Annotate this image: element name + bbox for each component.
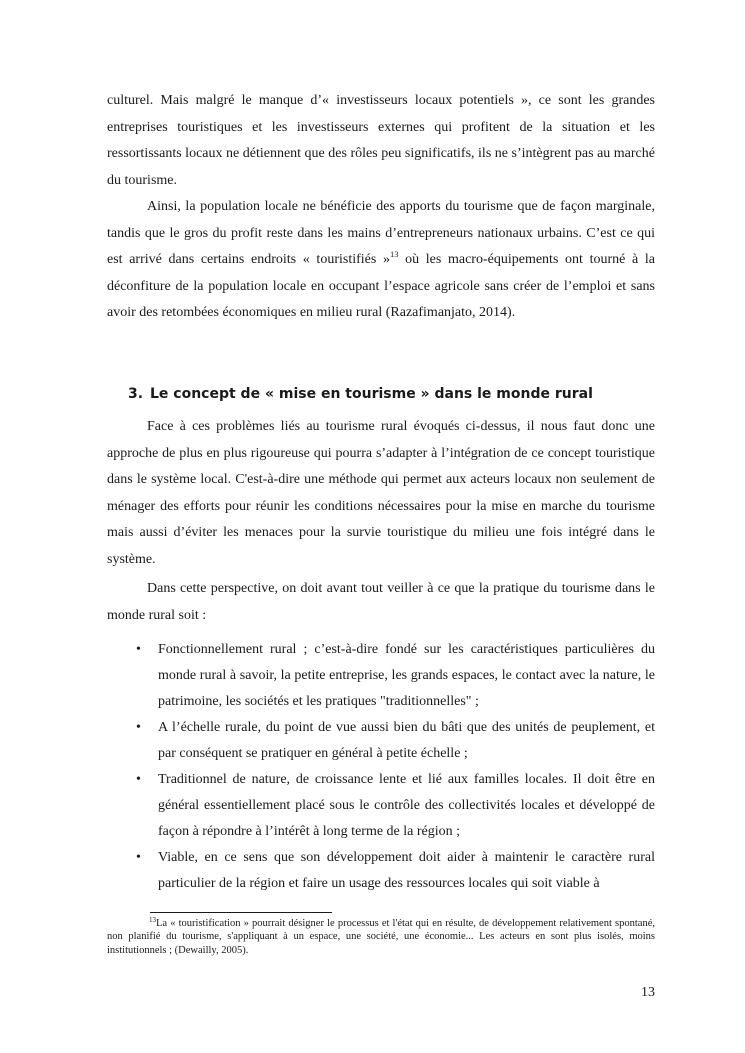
page-number: 13 [641, 985, 655, 1000]
paragraph-3: Face à ces problèmes liés au tourisme rural évoqués ci-dessus, il nous faut donc une approche de plus en plus rigoureuse qui pourra s’adapter à l’intégration de ce concept touristique dans le système local. C'est-à-dire une méthode qui permet aux acteurs locaux non seulement de ménager des efforts pour réunir les conditions nécessaires pour la mise en marche du tourisme mais aussi d’éviter les menaces pour la survie touristique du milieu une fois intégré dans le système. [107, 419, 655, 567]
paragraph-2-text-start: Ainsi, la population locale ne bénéficie des apports du tourisme que de façon marginale, tandis que le gros du profit reste dans les mains d’entrepreneurs nationaux urbains. C’est ce qui est arrivé dans certains endroits « touristifiés » [107, 199, 655, 267]
paragraph-4: Dans cette perspective, on doit avant tout veiller à ce que la pratique du tourisme dans le monde rural soit : [107, 581, 655, 623]
footnote-reference[interactable]: 13 [389, 249, 399, 259]
paragraph-1: culturel. Mais malgré le manque d’« investisseurs locaux potentiels », ce sont les grandes entreprises touristiques et les investisseurs externes qui profitent de la situation et les ressortissants locaux ne détiennent que des rôles peu significatifs, ils ne s’intègrent pas au marché du tourisme. [107, 93, 655, 188]
list-item: • Viable, en ce sens que son développement doit aider à maintenir le caractère rural particulier de la région et faire un usage des ressources locales qui soit viable à [158, 845, 655, 897]
section-title: Le concept de « mise en tourisme » dans le monde rural [150, 386, 593, 402]
footnote-separator [150, 912, 332, 913]
paragraph-2-text-end: où les macro-équipements ont tourné à la déconfiture de la population locale en occupant l’espace agricole sans créer de l’emploi et sans avoir des retombées économiques en milieu rural (Razafimanjato, 2014). [107, 252, 655, 320]
list-item: • Fonctionnellement rural ; c’est-à-dire fondé sur les caractéristiques particulières du monde rural à savoir, la petite entreprise, les grands espaces, le contact avec la nature, le patrimoine, les sociétés et les pratiques "traditionnelles" ; [158, 637, 655, 715]
section-heading [128, 384, 648, 404]
footnote-number: 13 [149, 916, 156, 924]
footnote [107, 917, 655, 957]
paragraph-2 [107, 194, 655, 327]
list-item: • Traditionnel de nature, de croissance lente et lié aux familles locales. Il doit être en général essentiellement placé sous le contrôle des collectivités locales et développé de façon à répondre à l’intérêt à long terme de la région ; [158, 767, 655, 845]
footnote-text: La « touristification » pourrait désigner le processus et l'état qui en résulte, de développement relativement spontané, non planifié du tourisme, s'appliquant à un espace, une société, une économie... Les acteurs en sont plus isolés, moins institutionnels ; (Dewailly, 2005). [107, 918, 655, 956]
list-item: • A l’échelle rurale, du point de vue aussi bien du bâti que des unités de peuplement, et par conséquent se pratiquer en général à petite échelle ; [158, 715, 655, 767]
criteria-list [158, 637, 655, 897]
section-number: 3. [128, 386, 144, 402]
